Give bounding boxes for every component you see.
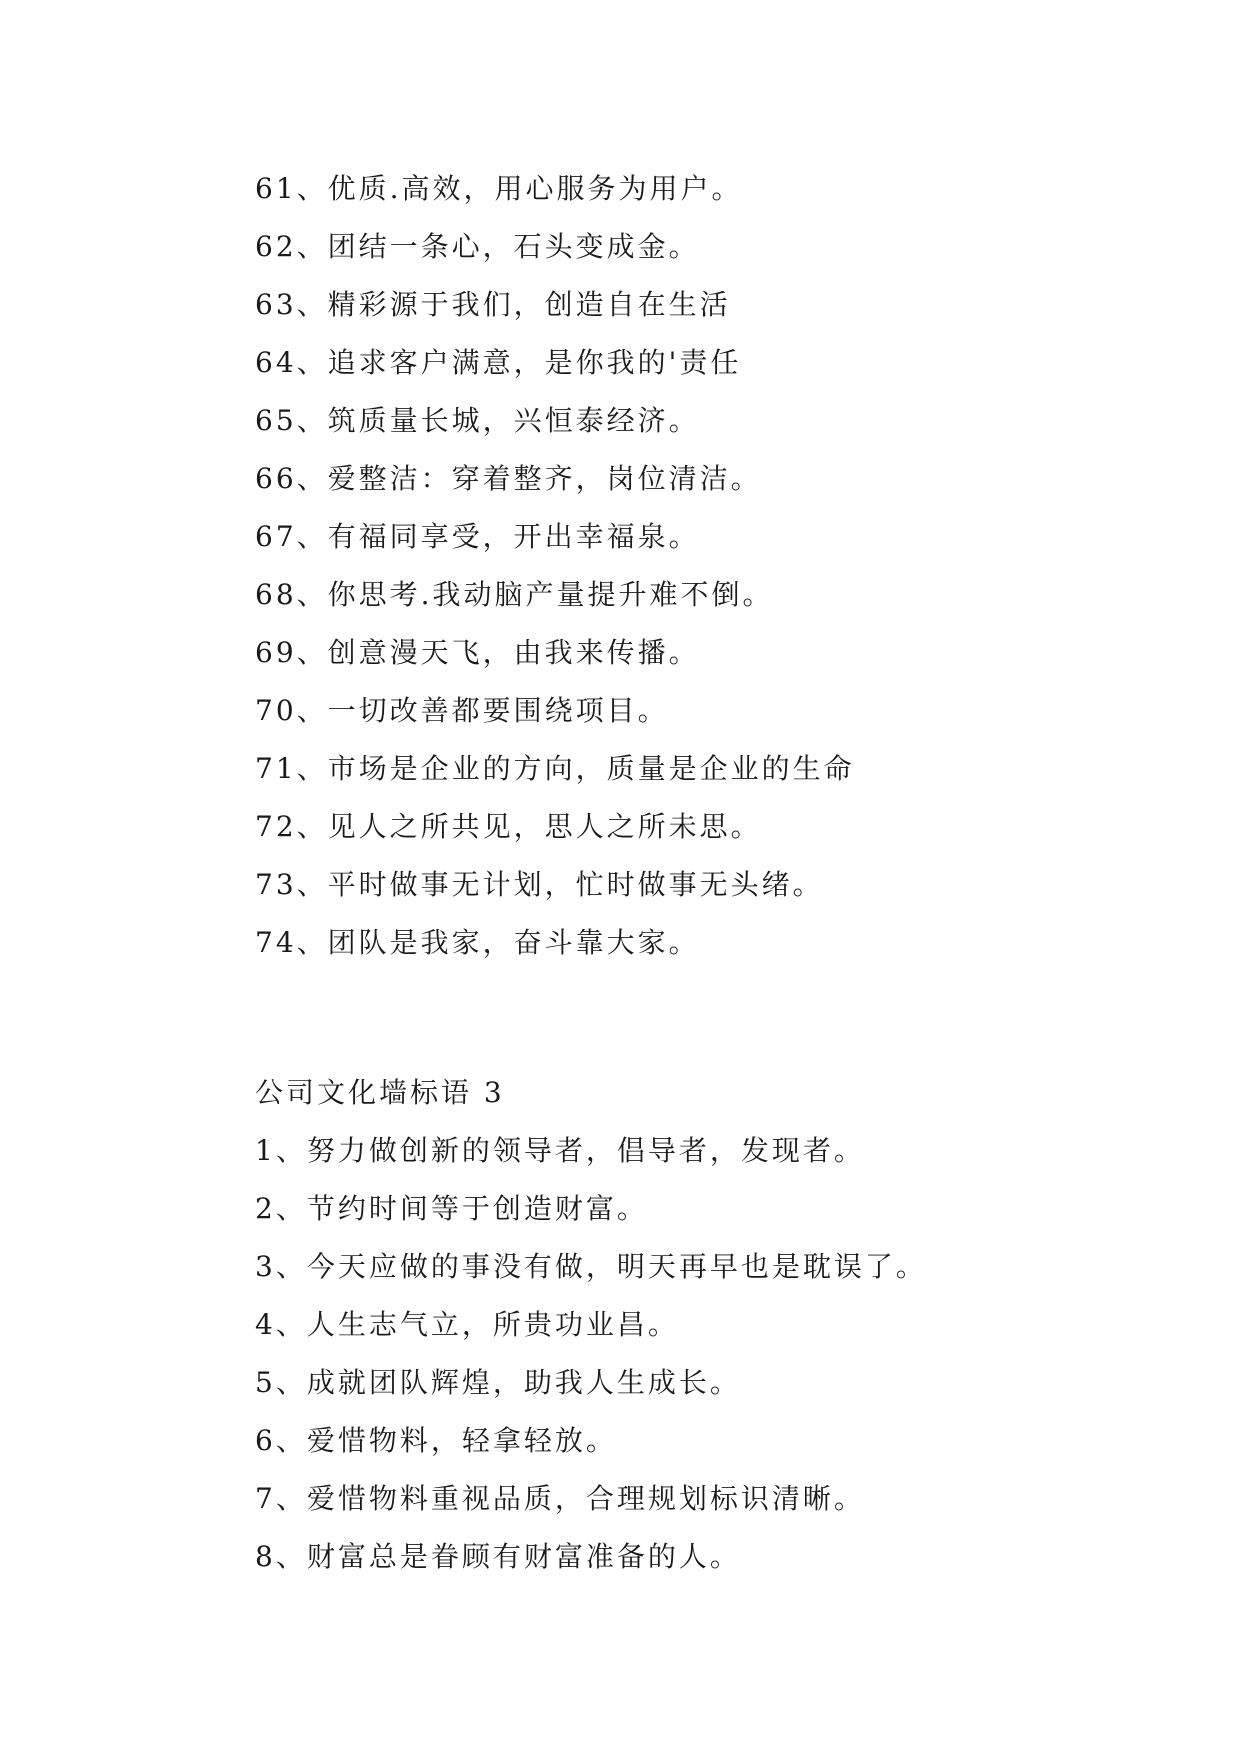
slogan-item-62: 62、团结一条心，石头变成金。 bbox=[255, 230, 700, 263]
slogan-item-5: 5、成就团队辉煌，助我人生成长。 bbox=[255, 1366, 741, 1399]
slogan-item-8: 8、财富总是眷顾有财富准备的人。 bbox=[255, 1540, 741, 1573]
slogan-item-61: 61、优质.高效，用心服务为用户。 bbox=[255, 172, 743, 205]
slogan-item-65: 65、筑质量长城，兴恒泰经济。 bbox=[255, 404, 700, 437]
slogan-item-64: 64、追求客户满意，是你我的'责任 bbox=[255, 346, 742, 379]
slogan-item-3: 3、今天应做的事没有做，明天再早也是耽误了。 bbox=[255, 1250, 927, 1283]
slogan-list-b bbox=[255, 1122, 1155, 1586]
slogan-item-67: 67、有福同享受，开出幸福泉。 bbox=[255, 520, 700, 553]
slogan-item-6: 6、爱惜物料，轻拿轻放。 bbox=[255, 1424, 617, 1457]
slogan-item-7: 7、爱惜物料重视品质，合理规划标识清晰。 bbox=[255, 1482, 865, 1515]
slogan-item-68: 68、你思考.我动脑产量提升难不倒。 bbox=[255, 578, 774, 611]
slogan-item-74: 74、团队是我家，奋斗靠大家。 bbox=[255, 926, 700, 959]
slogan-item-63: 63、精彩源于我们，创造自在生活 bbox=[255, 288, 731, 321]
document-body bbox=[255, 160, 1155, 1586]
slogan-item-66: 66、爱整洁：穿着整齐，岗位清洁。 bbox=[255, 462, 762, 495]
slogan-list-a bbox=[255, 160, 1155, 972]
slogan-item-71: 71、市场是企业的方向，质量是企业的生命 bbox=[255, 752, 855, 785]
slogan-item-73: 73、平时做事无计划，忙时做事无头绪。 bbox=[255, 868, 824, 901]
slogan-item-72: 72、见人之所共见，思人之所未思。 bbox=[255, 810, 762, 843]
slogan-item-2: 2、节约时间等于创造财富。 bbox=[255, 1192, 648, 1225]
slogan-item-70: 70、一切改善都要围绕项目。 bbox=[255, 694, 669, 727]
slogan-item-1: 1、努力做创新的领导者，倡导者，发现者。 bbox=[255, 1134, 865, 1167]
slogan-item-69: 69、创意漫天飞，由我来传播。 bbox=[255, 636, 700, 669]
section-spacer bbox=[255, 972, 1155, 1064]
section-heading: 公司文化墙标语 3 bbox=[255, 1076, 505, 1109]
slogan-item-4: 4、人生志气立，所贵功业昌。 bbox=[255, 1308, 679, 1341]
